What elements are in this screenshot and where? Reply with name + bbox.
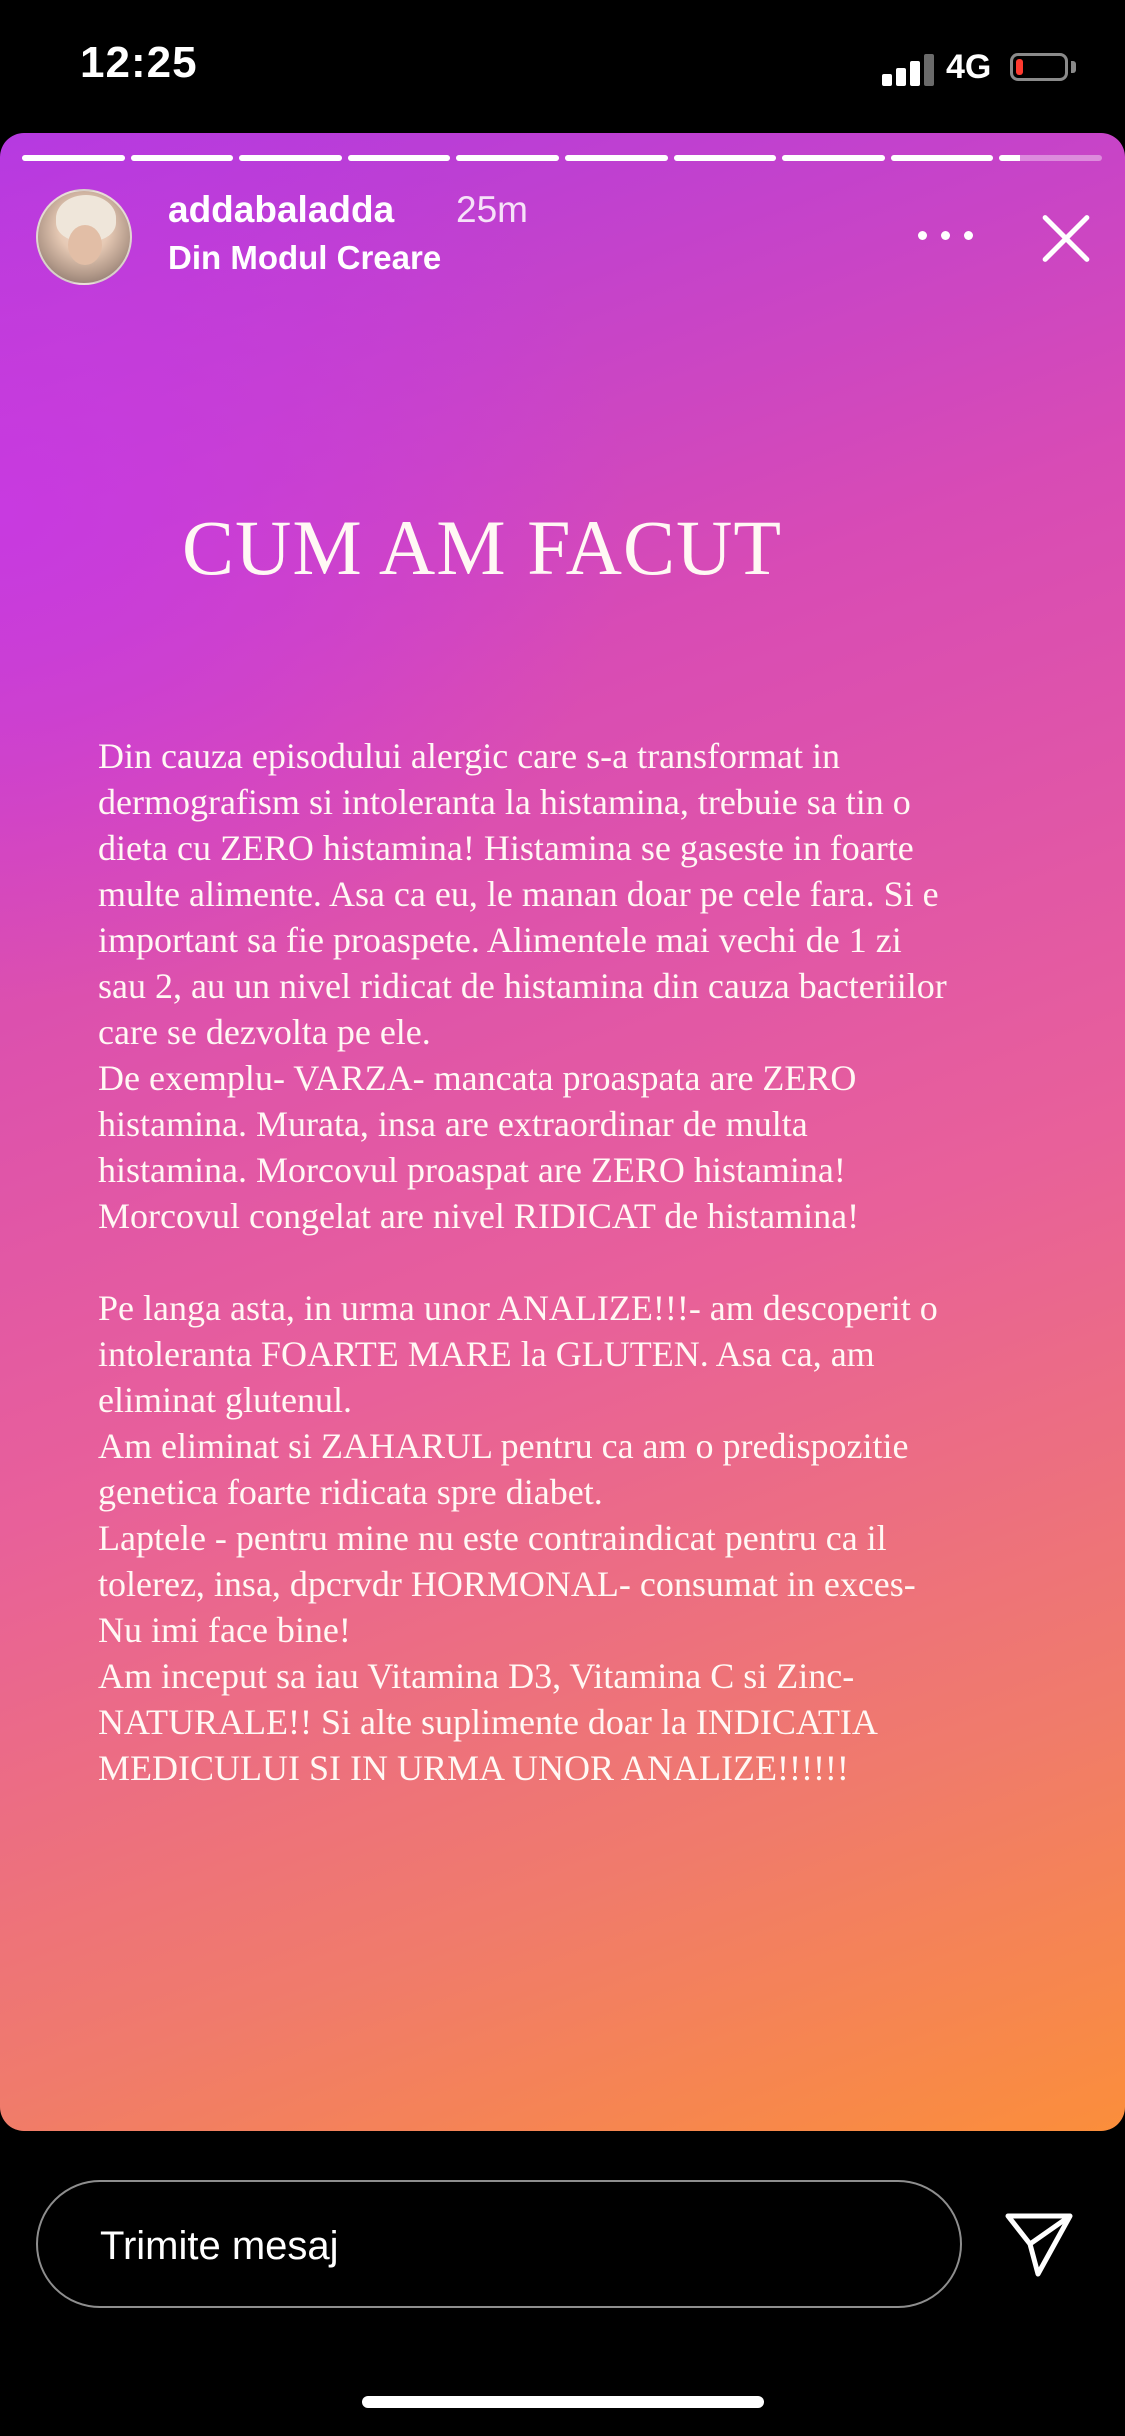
status-bar (0, 0, 1125, 130)
battery-icon (1010, 53, 1068, 81)
home-indicator[interactable] (362, 2396, 764, 2408)
more-horizontal-icon-dot (941, 231, 950, 240)
progress-segment (891, 155, 994, 161)
send-icon[interactable] (1000, 2206, 1076, 2282)
more-horizontal-icon-dot (964, 231, 973, 240)
story-text (98, 733, 1098, 1791)
progress-segment (782, 155, 885, 161)
message-input[interactable] (36, 2180, 962, 2308)
story-progress-bar (22, 155, 1102, 161)
message-placeholder: Trimite mesaj (100, 2224, 339, 2268)
battery-cap (1071, 61, 1076, 73)
status-time: 12:25 (80, 38, 198, 87)
signal-strength-icon (882, 52, 938, 86)
progress-segment (239, 155, 342, 161)
profile-avatar[interactable] (36, 189, 132, 285)
progress-segment (674, 155, 777, 161)
network-type: 4G (946, 48, 992, 86)
story-title: CUM AM FACUT (182, 504, 783, 591)
story-paragraph-2: Pe langa asta, in urma unor ANALIZE!!!- am descoperit o intoleranta FOARTE MARE la GLUTEN. Asa ca, am eliminat glutenul. Am eliminat si ZAHARUL pentru ca am o predispozitie genetica foarte ridicata spre diabet. Laptele - pentru mine nu este contraindicat pentru ca il tolerez, insa, dpcrvdr HORMONAL- consumat in exces- Nu imi face bine! Am inceput sa iau Vitamina D3, Vitamina C si Zinc- NATURALE!! Si alte suplimente doar la INDICATIA MEDICULUI SI IN URMA UNOR ANALIZE!!!!!! (98, 1288, 938, 1788)
progress-segment (348, 155, 451, 161)
more-horizontal-icon (918, 231, 927, 240)
close-icon[interactable] (1030, 205, 1100, 275)
more-options-button[interactable] (912, 215, 980, 265)
story-subtitle[interactable]: Din Modul Creare (168, 239, 442, 276)
progress-segment (22, 155, 125, 161)
progress-segment (456, 155, 559, 161)
story-username[interactable]: addabaladda (168, 189, 395, 230)
story-card[interactable] (0, 133, 1125, 2131)
progress-segment (999, 155, 1102, 161)
progress-segment (131, 155, 234, 161)
progress-segment (565, 155, 668, 161)
story-time-ago: 25m (456, 189, 528, 230)
story-paragraph-1: Din cauza episodului alergic care s-a transformat in dermografism si intoleranta la histamina, trebuie sa tin o dieta cu ZERO histamina! Histamina se gaseste in foarte multe alimente. Asa ca eu, le manan doar pe cele fara. Si e important sa fie proaspete. Alimentele mai vechi de 1 zi sau 2, au un nivel ridicat de histamina din cauza bacteriilor care se dezvolta pe ele. De exemplu- VARZA- mancata proaspata are ZERO histamina. Murata, insa are extraordinar de multa histamina. Morcovul proaspat are ZERO histamina! Morcovul congelat are nivel RIDICAT de histamina! (98, 736, 947, 1236)
